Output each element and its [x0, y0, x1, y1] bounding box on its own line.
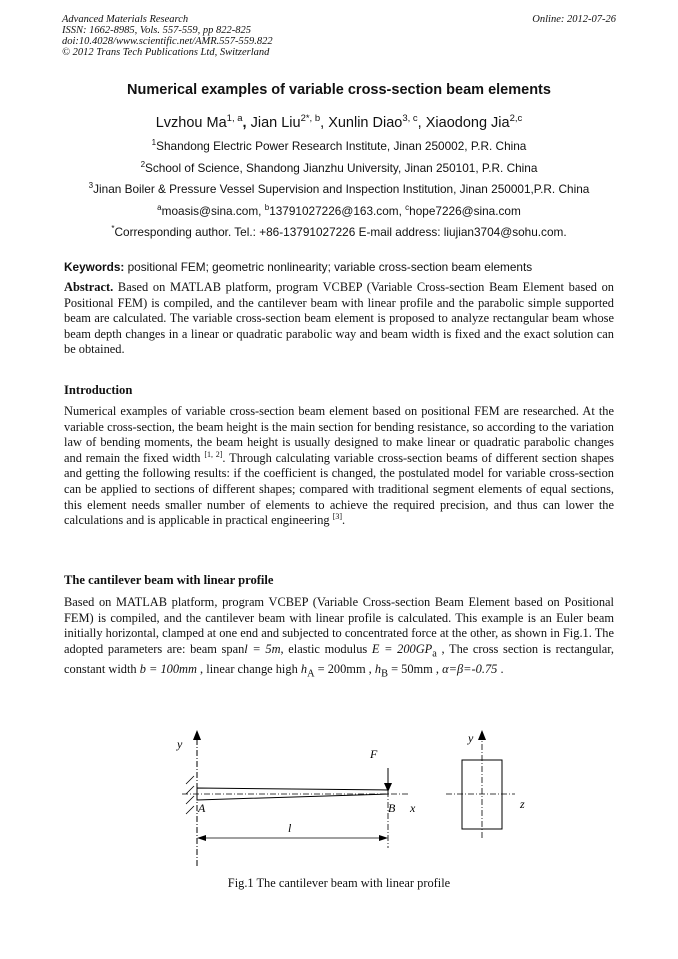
- section-y-arrow-icon: [478, 730, 486, 740]
- cantilever-paragraph: [64, 595, 614, 682]
- span-label: l: [288, 821, 292, 835]
- affiliation-text: School of Science, Shandong Jianzhu University, Jinan 250101, P.R. China: [145, 161, 538, 175]
- affiliation-sup: 3: [88, 181, 94, 191]
- author-name: Xunlin Diao: [328, 115, 403, 131]
- cantilever-beam-figure: [160, 728, 540, 873]
- author-sep: ,: [242, 115, 251, 131]
- journal-name: Advanced Materials Research: [62, 14, 189, 25]
- corresponding-sup: *: [111, 224, 115, 234]
- author-name: Lvzhou Ma: [155, 115, 227, 131]
- introduction-heading: Introduction: [64, 383, 133, 397]
- introduction-paragraph: [64, 404, 614, 529]
- email-c: hope7226@sina.com: [409, 204, 521, 218]
- cantilever-heading: The cantilever beam with linear profile: [64, 573, 274, 587]
- affiliation-3: [0, 182, 678, 196]
- author-sup: 3, c: [402, 113, 418, 125]
- point-a-label: A: [198, 801, 206, 815]
- cantilever-text: , elastic modulus: [280, 641, 372, 656]
- span-arrow-right-icon: [379, 835, 388, 841]
- paper-title: Numerical examples of variable cross-section beam elements: [127, 82, 551, 98]
- width-formula: b = 100mm: [139, 661, 197, 676]
- span-formula: l = 5m: [244, 641, 281, 656]
- email-sup: b: [264, 203, 270, 213]
- affiliation-text: Shandong Electric Power Research Institute, Jinan 250002, P.R. China: [156, 139, 527, 153]
- abstract-text: Based on MATLAB platform, program VCBEP (Variable Cross-section Beam Element based on Positional FEM) is compiled, and the cantilever beam with linear profile and the parabolic simple supported beam are calculated. The variable cross-section beam element is proposed to analyze rectangular beam whose beam depth changes in a linear or quadratic parabolic way and beam width is fixed and the exact solution can be obtained.: [64, 280, 614, 357]
- cantilever-text: .: [497, 661, 504, 676]
- section-y-label: y: [468, 731, 474, 745]
- modulus-formula: E = 200GP: [371, 641, 433, 656]
- figure-caption: Fig.1 The cantilever beam with linear profile: [227, 876, 451, 890]
- point-b-label: B: [388, 801, 396, 815]
- citation: [3]: [332, 512, 343, 522]
- author-list: [0, 115, 678, 131]
- author-sep: ,: [417, 115, 426, 131]
- x-label: x: [410, 801, 416, 815]
- corresponding-text: Corresponding author. Tel.: +86-13791027226 E-mail address: liujian3704@sohu.com.: [114, 225, 567, 239]
- clamp-hatch: [186, 776, 194, 814]
- corresponding-author: [0, 225, 678, 239]
- cantilever-text: , linear change high: [196, 661, 301, 676]
- citation: [1, 2]: [204, 449, 223, 459]
- affiliation-text: Jinan Boiler & Pressure Vessel Supervision and Inspection Institution, Jinan 250001,P.R. China: [93, 182, 590, 196]
- force-label: F: [370, 747, 378, 761]
- author-sup: 2,c: [509, 113, 523, 125]
- affiliation-1: [0, 139, 678, 153]
- intro-text: . Through calculating variable cross-section beams of different section shapes and getting the following results: if the coefficient is changed, the postulated model for variable cross-section can be applied to sections of different shapes; compared with traditional segment elements of equal sections, this element needs smaller number of elements to achieve the required precision, and thus can lower the calculations and is applicable in practical engineering: [64, 450, 615, 528]
- issn-line: ISSN: 1662-8985, Vols. 557-559, pp 822-825: [62, 25, 251, 36]
- section-z-label: z: [520, 797, 525, 811]
- author-name: Xiaodong Jia: [425, 115, 510, 131]
- modulus-sub: a: [432, 648, 437, 660]
- cantilever-text: , The cross section is rectangular, constant width: [64, 641, 614, 676]
- y-axis-arrow-icon: [193, 730, 201, 740]
- abstract: [64, 280, 614, 358]
- copyright-line: © 2012 Trans Tech Publications Ltd, Switzerland: [62, 47, 270, 58]
- ha-sub: A: [307, 668, 315, 680]
- email-a: moasis@sina.com,: [161, 204, 265, 218]
- author-sup: 1, a: [226, 113, 243, 125]
- intro-text: .: [342, 513, 346, 528]
- hb-value: = 50mm ,: [387, 661, 443, 676]
- y-label: y: [177, 737, 183, 751]
- email-line: [0, 204, 678, 218]
- author-sep: ,: [320, 115, 329, 131]
- affiliation-2: [0, 161, 678, 175]
- author-sup: 2*, b: [300, 113, 321, 125]
- keywords-label: Keywords:: [64, 260, 125, 274]
- journal-header: [62, 14, 273, 58]
- keywords-text: positional FEM; geometric nonlinearity; variable cross-section beam elements: [124, 260, 533, 274]
- force-arrow-icon: [384, 783, 392, 792]
- abstract-label: Abstract.: [64, 280, 114, 294]
- affiliation-sup: 2: [140, 160, 146, 170]
- ha-var: h: [300, 661, 308, 676]
- author-name: Jian Liu: [250, 115, 301, 131]
- affiliation-sup: 1: [151, 138, 157, 148]
- doi-line: doi:10.4028/www.scientific.net/AMR.557-559.822: [62, 36, 273, 47]
- keywords: [64, 260, 532, 274]
- intro-text: Numerical examples of variable cross-section beam element based on positional FEM are researched. At the variable cross-section, the beam height is the main section for bending resistance, so according to the variation law of bending moments, the beam height is usually designed to make linear or quadratic parabolic changes and remain the fixed width: [64, 404, 614, 465]
- email-sup: c: [405, 203, 410, 213]
- span-arrow-left-icon: [197, 835, 206, 841]
- ha-value: = 200mm ,: [314, 661, 375, 676]
- email-b: 13791027226@163.com,: [269, 204, 406, 218]
- email-sup: a: [157, 203, 162, 213]
- online-date: Online: 2012-07-26: [532, 14, 616, 25]
- alpha-beta-formula: α=β=-0.75: [442, 661, 498, 676]
- hb-var: h: [374, 661, 382, 676]
- cantilever-text: Based on MATLAB platform, program VCBEP (Variable Cross-section Beam Element based on Positional FEM) is compiled, and the cantilever beam with linear profile is calculated. This example is an Euler beam initially horizontal, clamped at one end and subjected to concentrated force at the other, as shown in Fig.1. The adopted parameters are: beam span: [64, 595, 614, 656]
- hb-sub: B: [381, 668, 388, 680]
